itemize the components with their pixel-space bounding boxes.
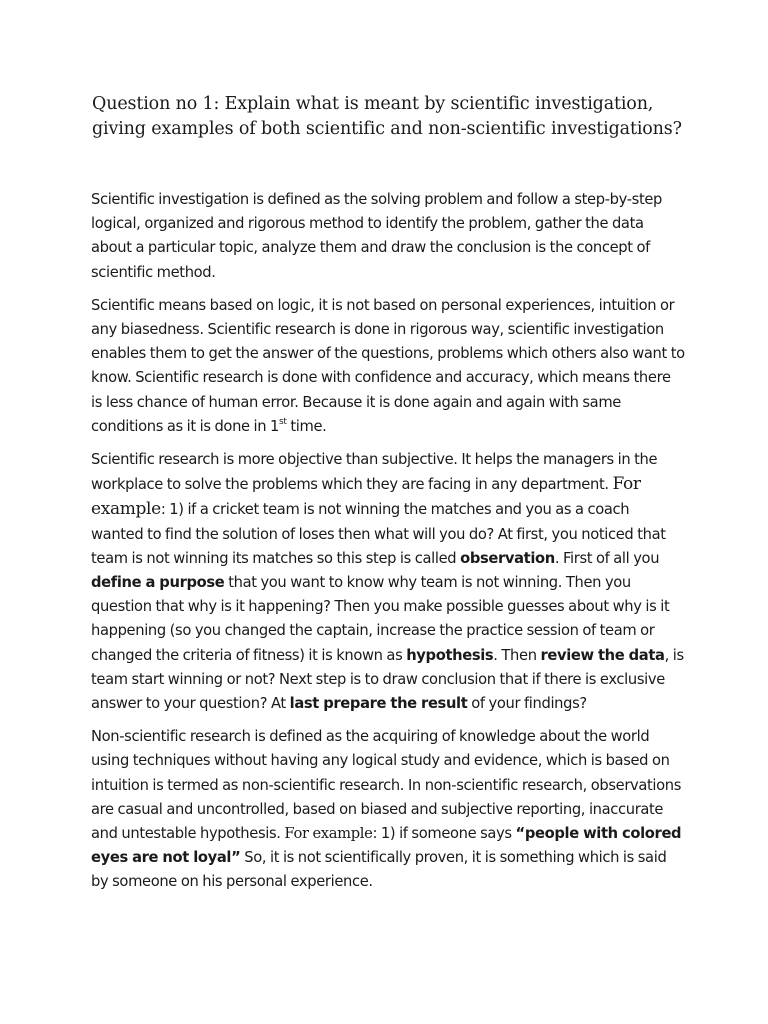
paragraph-text: Scientific investigation is defined as the solving problem and follow a step-by-step logical, organized and rigorous method to identify the problem, gather the data about a particular topic, analyze them and draw the conclusion is the concept of scientific method. [91, 191, 663, 281]
ordinal-suffix: st [279, 416, 287, 427]
term-review-data: review the data [540, 646, 665, 664]
text-segment: that you want to know why team is not winning. Then you question that why is it happening? Then you make possible guesses about why is it happening (so you changed the captain, increase the practice session of team or changed the criteria of fitness) it is known as [91, 574, 670, 664]
for-example-label: For example [91, 474, 641, 520]
term-prepare-result: last prepare the result [289, 695, 468, 713]
text-segment: , is team start winning or not? Next step is to draw conclusion that if there is exclusive answer to your question? At [91, 646, 684, 713]
text-segment: . Then [493, 646, 541, 664]
quote-text: people with colored eyes are not loyal [91, 825, 682, 867]
text-segment: . First of all you [554, 549, 660, 567]
paragraph-text: Scientific means based on logic, it is not based on personal experiences, intuition or any biasedness. Scientific research is done in rigorous way, scientific investigation enables them to get the answer of the questions, problems which others also want to know. Scientific research is done with confidence and accuracy, which means there is less chance of human error. Because it is done again and again with same conditions as it is done in 1 [91, 296, 685, 435]
quote-close-mark: ” [231, 849, 241, 867]
for-example-label: For example [284, 825, 373, 843]
paragraph-definition [91, 188, 685, 285]
term-hypothesis: hypothesis [406, 646, 494, 664]
paragraph-scientific-example [91, 448, 685, 716]
answer-body [91, 188, 685, 904]
text-segment: So, it is not scientifically proven, it is something which is said by someone on his personal experience. [91, 849, 667, 891]
text-segment: of your findings? [467, 695, 587, 713]
text-segment: : 1) if someone says [372, 825, 516, 843]
question-heading: Question no 1: Explain what is meant by scientific investigation, giving examples of both scientific and non-scientific investigations? [92, 94, 682, 139]
text-segment: Scientific research is more objective than subjective. It helps the managers in the workplace to solve the problems which they are facing in any department. [91, 451, 658, 494]
term-define-purpose: define a purpose [91, 574, 225, 592]
paragraph-non-scientific [91, 725, 685, 894]
paragraph-text-end: time. [286, 417, 327, 435]
text-segment: Non-scientific research is defined as the acquiring of knowledge about the world using techniques without having any logical study and evidence, which is based on intuition is termed as non-scientific research. In non-scientific research, observations are casual and uncontrolled, based on biased and subjective reporting, inaccurate and untestable hypothesis. [91, 728, 682, 843]
quote-open-mark: “ [515, 825, 525, 843]
text-segment: : 1) if a cricket team is not winning the matches and you as a coach wanted to find the solution of loses then what will you do? At first, you noticed that team is not winning its matches so this step is called [91, 501, 666, 567]
paragraph-scientific-means [91, 294, 685, 439]
term-observation: observation [460, 549, 555, 567]
